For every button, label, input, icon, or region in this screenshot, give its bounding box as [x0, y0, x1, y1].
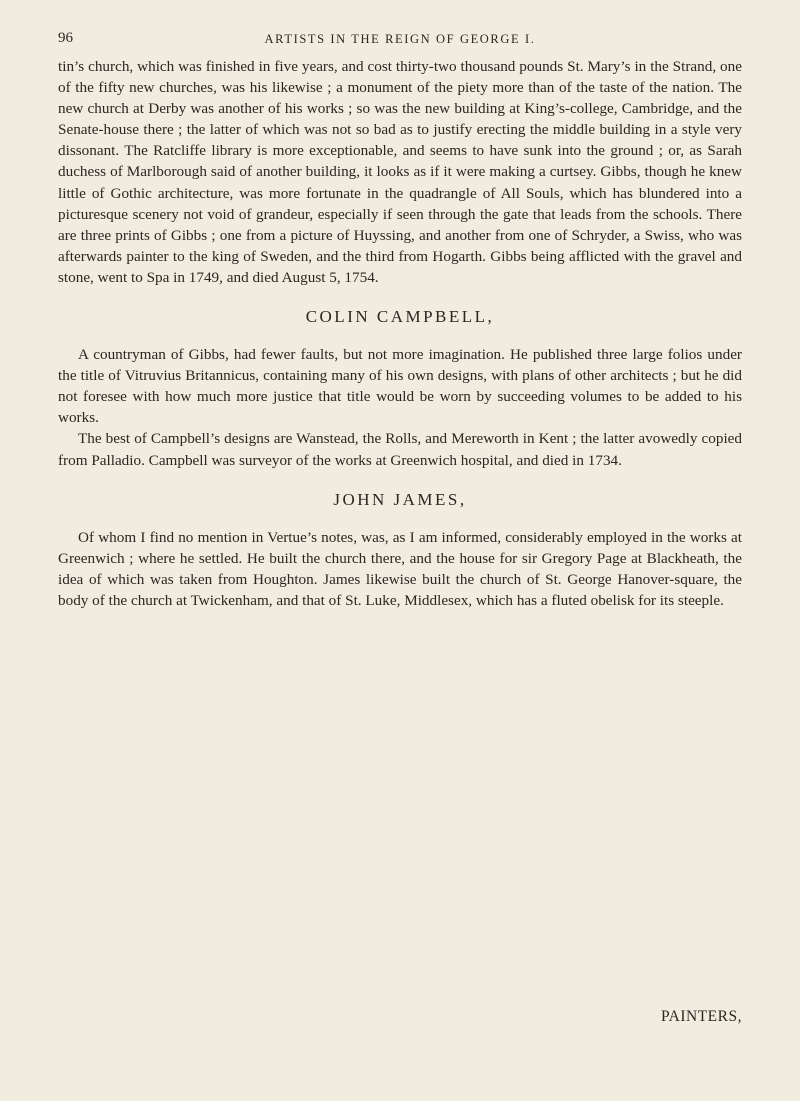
james-paragraph: Of whom I find no mention in Vertue’s notes, was, as I am informed, considerably employed in the works at Greenwich ; where he settled. He built the church there, and the house for sir Gregory Page at Blackheath, the idea of which was taken from Houghton. James likewise built the church of St. George Hanover-square, the body of the church at Twickenham, and that of St. Luke, Middlesex, which has a fluted obelisk for its steeple.: [58, 528, 742, 609]
intro-paragraph: tin’s church, which was finished in five years, and cost thirty-two thousand pounds St. Mary’s in the Strand, one of the fifty new churches, was his likewise ; a monument of the piety more than of the taste of the nation. The new church at Derby was another of his works ; so was the new building at King’s-college, Cambridge, and the Senate-house there ; the latter of which was not so bad as to justify erecting the middle building in a style very dissonant. The Ratcliffe library is more exceptionable, and seems to have sunk into the ground ; or, as Sarah duchess of Marlborough said of another building, it looks as if it were making a curtsey. Gibbs, though he knew little of Gothic architecture, was more fortunate in the quadrangle of All Souls, which has blundered into a picturesque scenery not void of grandeur, especially if seen through the gate that leads from the schools. There are three prints of Gibbs ; one from a picture of Huyssing, and another from one of Schryder, a Swiss, who was afterwards painter to the king of Sweden, and the third from Hogarth. Gibbs being afflicted with the gravel and stone, went to Spa in 1749, and died August 5, 1754.: [58, 58, 742, 286]
section-title-colin-campbell: COLIN CAMPBELL,: [305, 307, 495, 327]
page-number: 96: [58, 30, 73, 46]
campbell-paragraph-2: The best of Campbell’s designs are Wanstead, the Rolls, and Mereworth in Kent ; the latter avowedly copied from Palladio. Campbell was surveyor of the works at Greenwich hospital, and died in 1734.: [58, 430, 742, 469]
running-title: ARTISTS IN THE REIGN OF GEORGE I.: [264, 32, 536, 46]
page-header: [58, 30, 742, 56]
section-title-john-james: JOHN JAMES,: [333, 489, 467, 509]
campbell-paragraph-1: A countryman of Gibbs, had fewer faults, but not more imagination. He published three large folios under the title of Vitruvius Britannicus, containing many of his own designs, with plans of other architects ; but he did not foresee with how much more justice that title would be worn by succeeding volumes to be added to his works.: [58, 346, 742, 427]
book-page: [58, 30, 742, 1025]
catchword: PAINTERS,: [660, 1008, 742, 1025]
